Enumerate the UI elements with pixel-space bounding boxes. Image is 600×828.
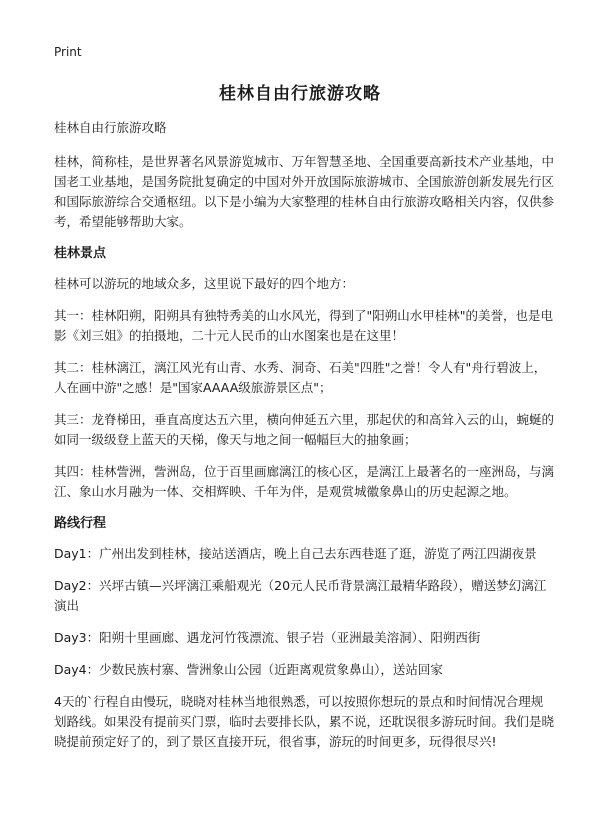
paragraph: Day3：阳朔十里画廊、遇龙河竹筏漂流、银子岩（亚洲最美溶洞）、阳朔西街 (54, 630, 481, 645)
paragraph: 其四：桂林訾洲，訾洲岛，位于百里画廊漓江的核心区，是漓江上最著名的一座洲岛，与漓江、象山水月融为一体、交相辉映、千年为伴，是观赏城徽象鼻山的历史起源之地。 (54, 464, 555, 499)
paragraph: Day2：兴坪古镇—兴坪漓江乘船观光（20元人民币背景漓江最精华路段），赠送梦幻漓江演出 (54, 578, 547, 613)
intro-paragraph: 桂林，简称桂，是世界著名风景游览城市、万年智慧圣地、全国重要高新技术产业基地，中国老工业基地，是国务院批复确定的中国对外开放国际旅游城市、全国旅游创新发展先行区和国际旅游综合交通枢纽。以下是小编为大家整理的桂林自由行旅游攻略相关内容，仅供参考，希望能够帮助大家。 (54, 154, 555, 229)
paragraph: Day4：少数民族村寨、訾洲象山公园（近距离观赏象鼻山），送站回家 (54, 662, 443, 677)
section-heading: 桂林景点 (54, 246, 107, 261)
paragraph: 其一：桂林阳朔，阳朔具有独特秀美的山水风光，得到了"阳朔山水甲桂林"的美誉，也是电影《刘三姐》的拍摄地，二十元人民币的山水图案也是在这里！ (54, 308, 554, 343)
paragraph: 其三：龙脊梯田，垂直高度达五六里，横向伸延五六里，那起伏的和高耸入云的山，蜿蜒的如同一级级登上蓝天的天梯，像天与地之间一幅幅巨大的抽象画； (54, 412, 555, 447)
paragraph: Day1：广州出发到桂林，接站送酒店，晚上自己去东西巷逛了逛，游览了两江四湖夜景 (54, 546, 537, 561)
page-title: 桂林自由行旅游攻略 (219, 84, 381, 104)
paragraph: 4天的`行程自由慢玩，晓晓对桂林当地很熟悉，可以按照你想玩的景点和时间情况合理规划路线。如果没有提前买门票，临时去要排长队，累不说，还耽误很多游玩时间。我们是晓晓提前预定好了的，到了景区直接开玩，很省事，游玩的时间更多，玩得很尽兴! (54, 694, 555, 749)
paragraph: 其二：桂林漓江，漓江风光有山青、水秀、洞奇、石美"四胜"之誉！令人有"舟行碧波上，人在画中游"之感！是"国家AAAA级旅游景区点"； (54, 360, 547, 395)
print-link[interactable]: Print (54, 45, 82, 59)
section-itinerary (54, 514, 554, 752)
article-body (54, 118, 554, 764)
section-attractions (54, 244, 554, 502)
paragraph: 桂林可以游玩的地域众多，这里说下最好的四个地方： (54, 276, 355, 291)
section-heading: 路线行程 (54, 516, 107, 531)
article-subtitle: 桂林自由行旅游攻略 (54, 120, 167, 135)
